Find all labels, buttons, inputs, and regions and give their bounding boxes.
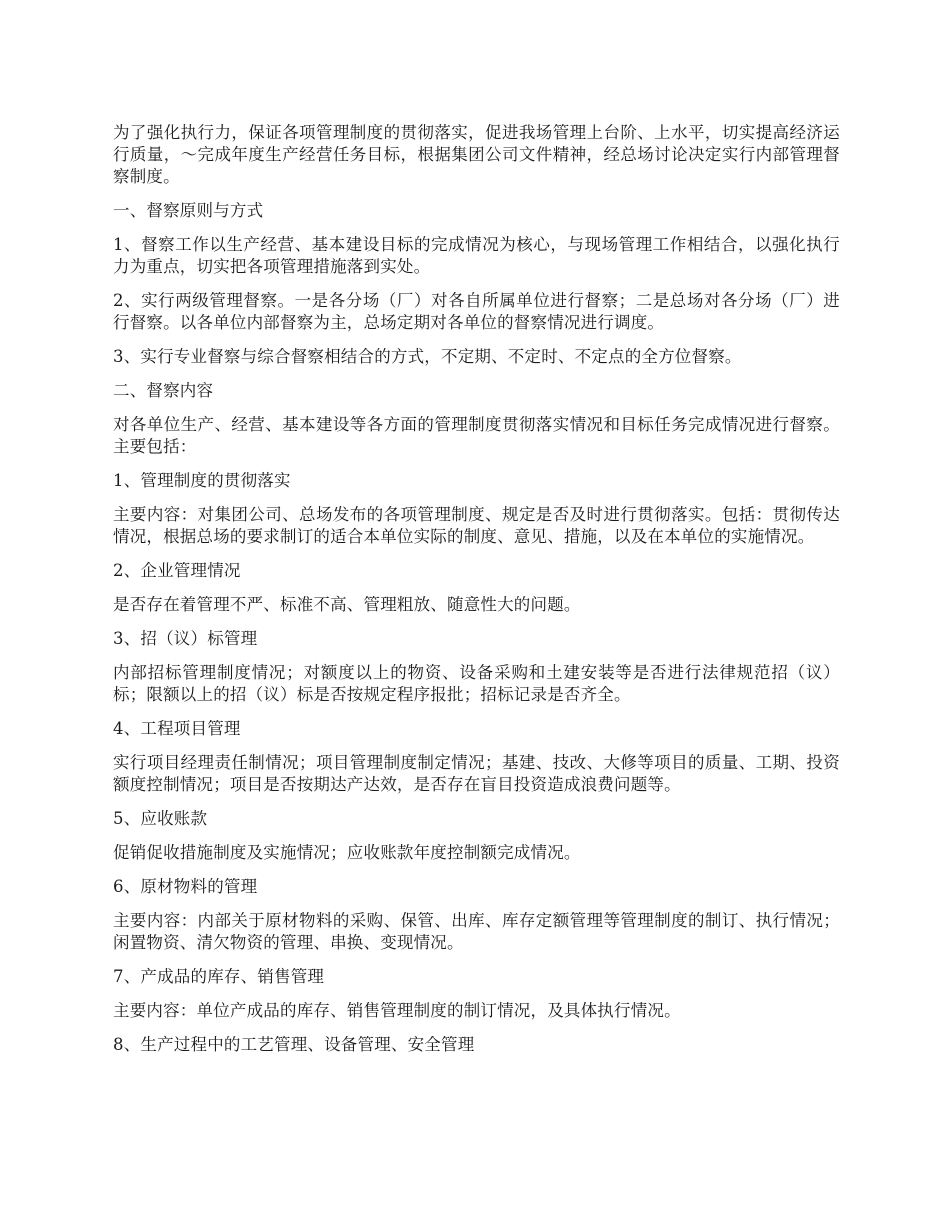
content-heading-6: 6、原材物料的管理 — [113, 877, 258, 896]
content-body-1: 主要内容：对集团公司、总场发布的各项管理制度、规定是否及时进行贯彻落实。包括：贯彻传达情况，根据总场的要求制订的适合本单位实际的制度、意见、措施，以及在本单位的实施情况。 — [113, 505, 840, 546]
content-body-5: 促销促收措施制度及实施情况；应收账款年度控制额完成情况。 — [113, 843, 581, 862]
principle-item-3: 3、实行专业督察与综合督察相结合的方式，不定期、不定时、不定点的全方位督察。 — [113, 347, 742, 366]
content-heading-8: 8、生产过程中的工艺管理、设备管理、安全管理 — [113, 1035, 475, 1054]
principle-item-1: 1、督察工作以生产经营、基本建设目标的完成情况为核心，与现场管理工作相结合，以强化执行力为重点，切实把各项管理措施落到实处。 — [113, 235, 840, 276]
content-heading-3: 3、招（议）标管理 — [113, 629, 258, 648]
content-intro-paragraph: 对各单位生产、经营、基本建设等各方面的管理制度贯彻落实情况和目标任务完成情况进行督察。主要包括： — [113, 415, 840, 456]
content-body-2: 是否存在着管理不严、标准不高、管理粗放、随意性大的问题。 — [113, 595, 581, 614]
content-heading-5: 5、应收账款 — [113, 809, 208, 828]
content-heading-7: 7、产成品的库存、销售管理 — [113, 967, 325, 986]
intro-paragraph: 为了强化执行力，保证各项管理制度的贯彻落实，促进我场管理上台阶、上水平，切实提高经济运行质量，～完成年度生产经营任务目标，根据集团公司文件精神，经总场讨论决定实行内部管理督察制度。 — [113, 123, 840, 186]
content-body-3: 内部招标管理制度情况；对额度以上的物资、设备采购和土建安装等是否进行法律规范招（议）标；限额以上的招（议）标是否按规定程序报批；招标记录是否齐全。 — [113, 663, 840, 704]
section-heading-content: 二、督察内容 — [113, 381, 214, 400]
content-body-6: 主要内容：内部关于原材物料的采购、保管、出库、库存定额管理等管理制度的制订、执行情况；闲置物资、清欠物资的管理、串换、变现情况。 — [113, 911, 840, 952]
principle-item-2: 2、实行两级管理督察。一是各分场（厂）对各自所属单位进行督察；二是总场对各分场（厂）进行督察。以各单位内部督察为主，总场定期对各单位的督察情况进行调度。 — [113, 291, 840, 332]
content-body-4: 实行项目经理责任制情况；项目管理制度制定情况；基建、技改、大修等项目的质量、工期、投资额度控制情况；项目是否按期达产达效，是否存在盲目投资造成浪费问题等。 — [113, 753, 840, 794]
content-body-7: 主要内容：单位产成品的库存、销售管理制度的制订情况，及具体执行情况。 — [113, 1001, 681, 1020]
content-heading-4: 4、工程项目管理 — [113, 719, 241, 738]
content-heading-1: 1、管理制度的贯彻落实 — [113, 471, 291, 490]
content-heading-2: 2、企业管理情况 — [113, 561, 241, 580]
section-heading-principles: 一、督察原则与方式 — [113, 201, 264, 220]
